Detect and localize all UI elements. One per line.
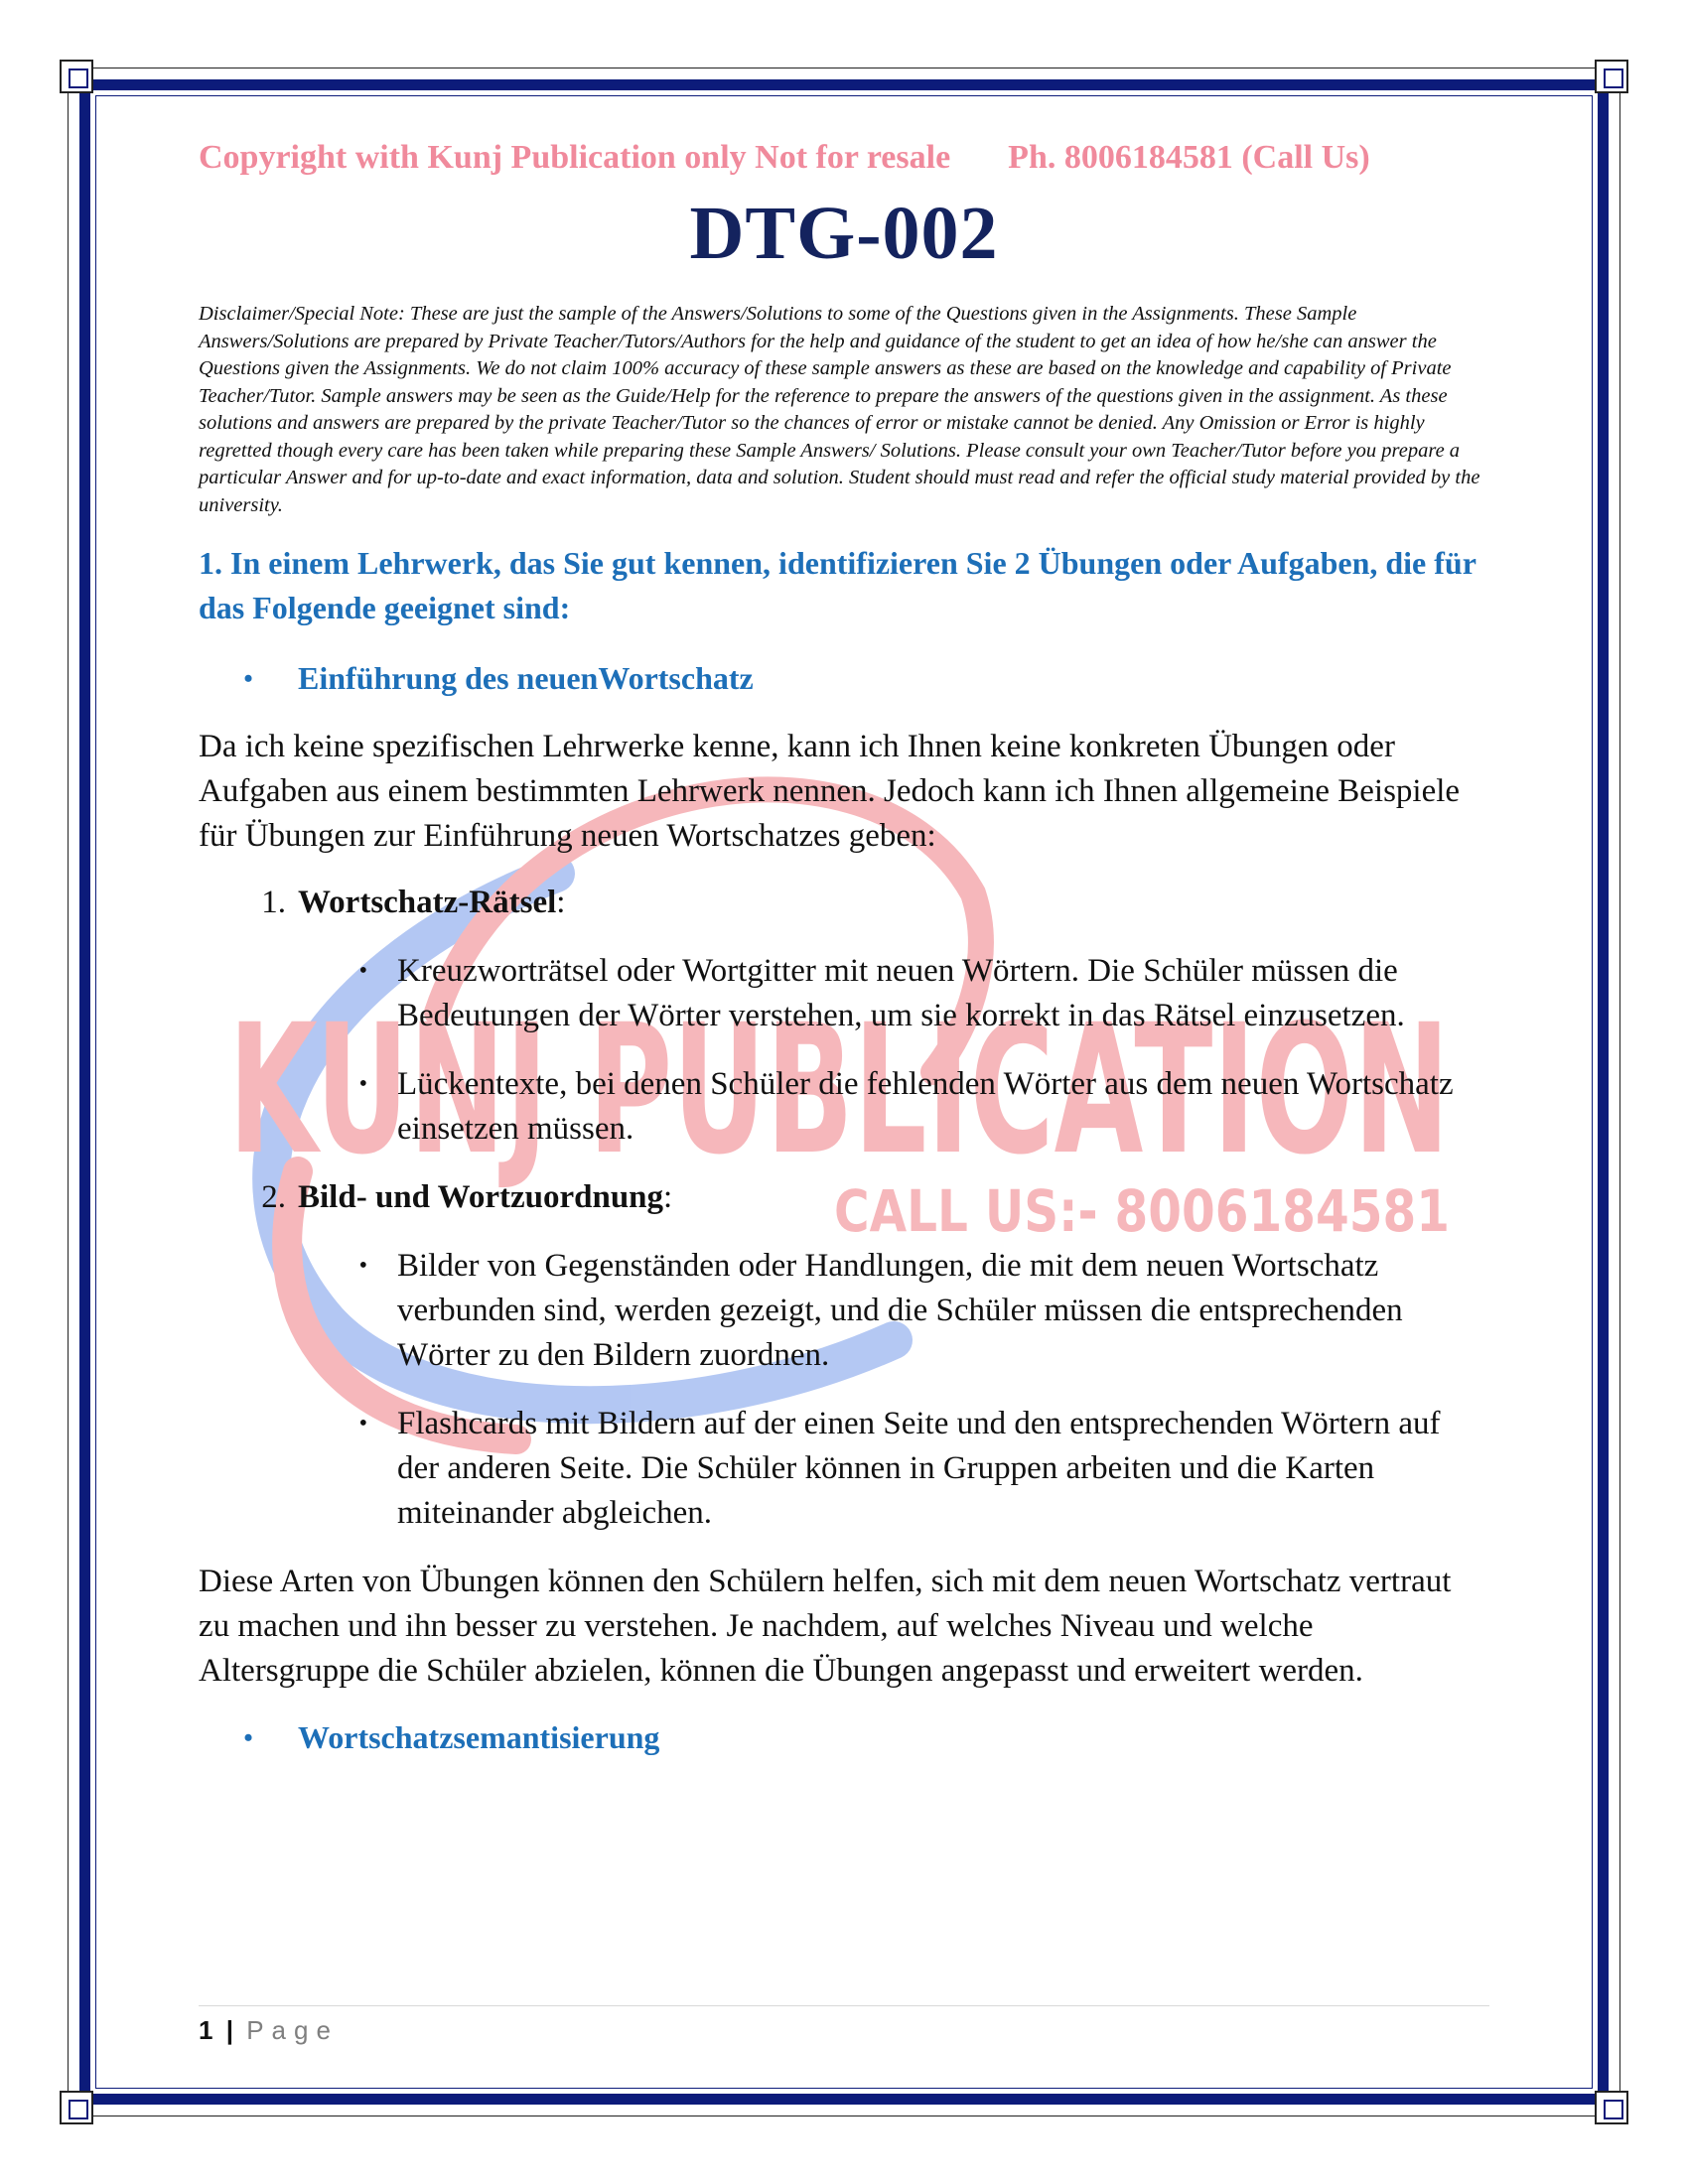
sub-list-2 <box>199 1244 1489 1536</box>
sub-list-1 <box>199 949 1489 1152</box>
watermark-call: CALL US:- 8006184581 <box>834 1177 1450 1245</box>
corner-ornament-bottom-left <box>60 2091 93 2124</box>
page-content <box>199 139 1489 1756</box>
bullet-icon: • <box>243 663 253 693</box>
section-heading-text: Einführung des neuenWortschatz <box>298 660 754 696</box>
footer-separator: | <box>225 2015 233 2045</box>
page-label: Page <box>246 2015 339 2045</box>
bullet-icon: • <box>243 1722 253 1752</box>
numbered-item-1 <box>199 881 1489 925</box>
list-item <box>199 1244 1489 1378</box>
corner-ornament-top-left <box>60 60 93 93</box>
item-colon: : <box>663 1179 673 1215</box>
corner-ornament-top-right <box>1595 60 1628 93</box>
numbered-item-2 <box>199 1175 1489 1220</box>
disclaimer-note: Disclaimer/Special Note: These are just the sample of the Answers/Solutions to some of the Questions given in the Assignments. These Sample Answers/Solutions are prepared by Private Teacher/Tutors/Authors for the help and guidance of the student to get an idea of how he/she can answer the Questions given the Assignments. We do not claim 100% accuracy of these sample answers as these are based on the knowledge and capability of Private Teacher/Tutor. Sample answers may be seen as the Guide/Help for the reference to prepare the answers of the questions given in the assignment. As these solutions and answers are prepared by the private Teacher/Tutor so the chances of error or mistake cannot be denied. Any Omission or Error is highly regretted though every care has been taken while preparing these Sample Answers/ Solutions. Please consult your own Teacher/Tutor before you prepare a particular Answer and for up-to-date and exact information, data and solution. Student should must read and refer the official study material provided by the university. <box>199 303 1480 516</box>
section-heading-text: Wortschatzsemantisierung <box>298 1719 660 1755</box>
list-item-text: Kreuzworträtsel oder Wortgitter mit neuen Wörtern. Die Schüler müssen die Bedeutungen der Wörter verstehen, um sie korrekt in das Rätsel einzusetzen. <box>397 953 1405 1033</box>
list-item <box>199 949 1489 1038</box>
item-title: Wortschatz-Rätsel <box>298 885 557 920</box>
footer-divider <box>199 2005 1489 2006</box>
bullet-icon: • <box>358 1071 367 1097</box>
list-item <box>199 1402 1489 1536</box>
section-heading-semantisierung <box>199 1719 1489 1756</box>
bullet-icon: • <box>358 1411 367 1436</box>
item-number: 1. <box>261 885 286 920</box>
list-item-text: Bilder von Gegenständen oder Handlungen, die mit dem neuen Wortschatz verbunden sind, werden gezeigt, und die Schüler müssen die entsprechenden Wörter zu den Bildern zuordnen. <box>397 1248 1403 1373</box>
list-item-text: Flashcards mit Bildern auf der einen Seite und den entsprechenden Wörtern auf der anderen Seite. Die Schüler können in Gruppen arbeiten und die Karten miteinander abgleichen. <box>397 1406 1441 1531</box>
watermark-brand: KUNJ PUBLICATION <box>228 987 1450 1194</box>
item-number: 2. <box>261 1179 286 1215</box>
page-footer <box>199 2015 339 2046</box>
page-number: 1 <box>199 2015 213 2045</box>
item-title: Bild- und Wortzuordnung <box>298 1179 664 1215</box>
document-title: DTG-002 <box>689 192 999 275</box>
corner-ornament-bottom-right <box>1595 2091 1628 2124</box>
bullet-icon: • <box>358 958 367 984</box>
intro-paragraph: Da ich keine spezifischen Lehrwerke kenne, kann ich Ihnen keine konkreten Übungen oder Aufgaben aus einem bestimmten Lehrwerk nennen. Jedoch kann ich Ihnen allgemeine Beispiele für Übungen zur Einführung neuen Wortschatzes geben: <box>199 729 1461 854</box>
bullet-icon: • <box>358 1253 367 1279</box>
copyright-header <box>199 139 1489 177</box>
list-item <box>199 1062 1489 1152</box>
copyright-notice: Copyright with Kunj Publication only Not for resale <box>199 139 951 176</box>
phone-number: Ph. 8006184581 (Call Us) <box>1008 139 1370 176</box>
list-item-text: Lückentexte, bei denen Schüler die fehlenden Wörter aus dem neuen Wortschatz einsetzen müssen. <box>397 1066 1454 1147</box>
question-heading: 1. In einem Lehrwerk, das Sie gut kennen, identifizieren Sie 2 Übungen oder Aufgaben, die für das Folgende geeignet sind: <box>199 545 1477 625</box>
conclusion-paragraph: Diese Arten von Übungen können den Schülern helfen, sich mit dem neuen Wortschatz vertraut zu machen und ihn besser zu verstehen. Je nachdem, auf welches Niveau und welche Altersgruppe die Schüler abzielen, können die Übungen angepasst und erweitert werden. <box>199 1564 1452 1689</box>
section-heading-einfuehrung <box>199 660 1489 697</box>
item-colon: : <box>556 885 566 920</box>
